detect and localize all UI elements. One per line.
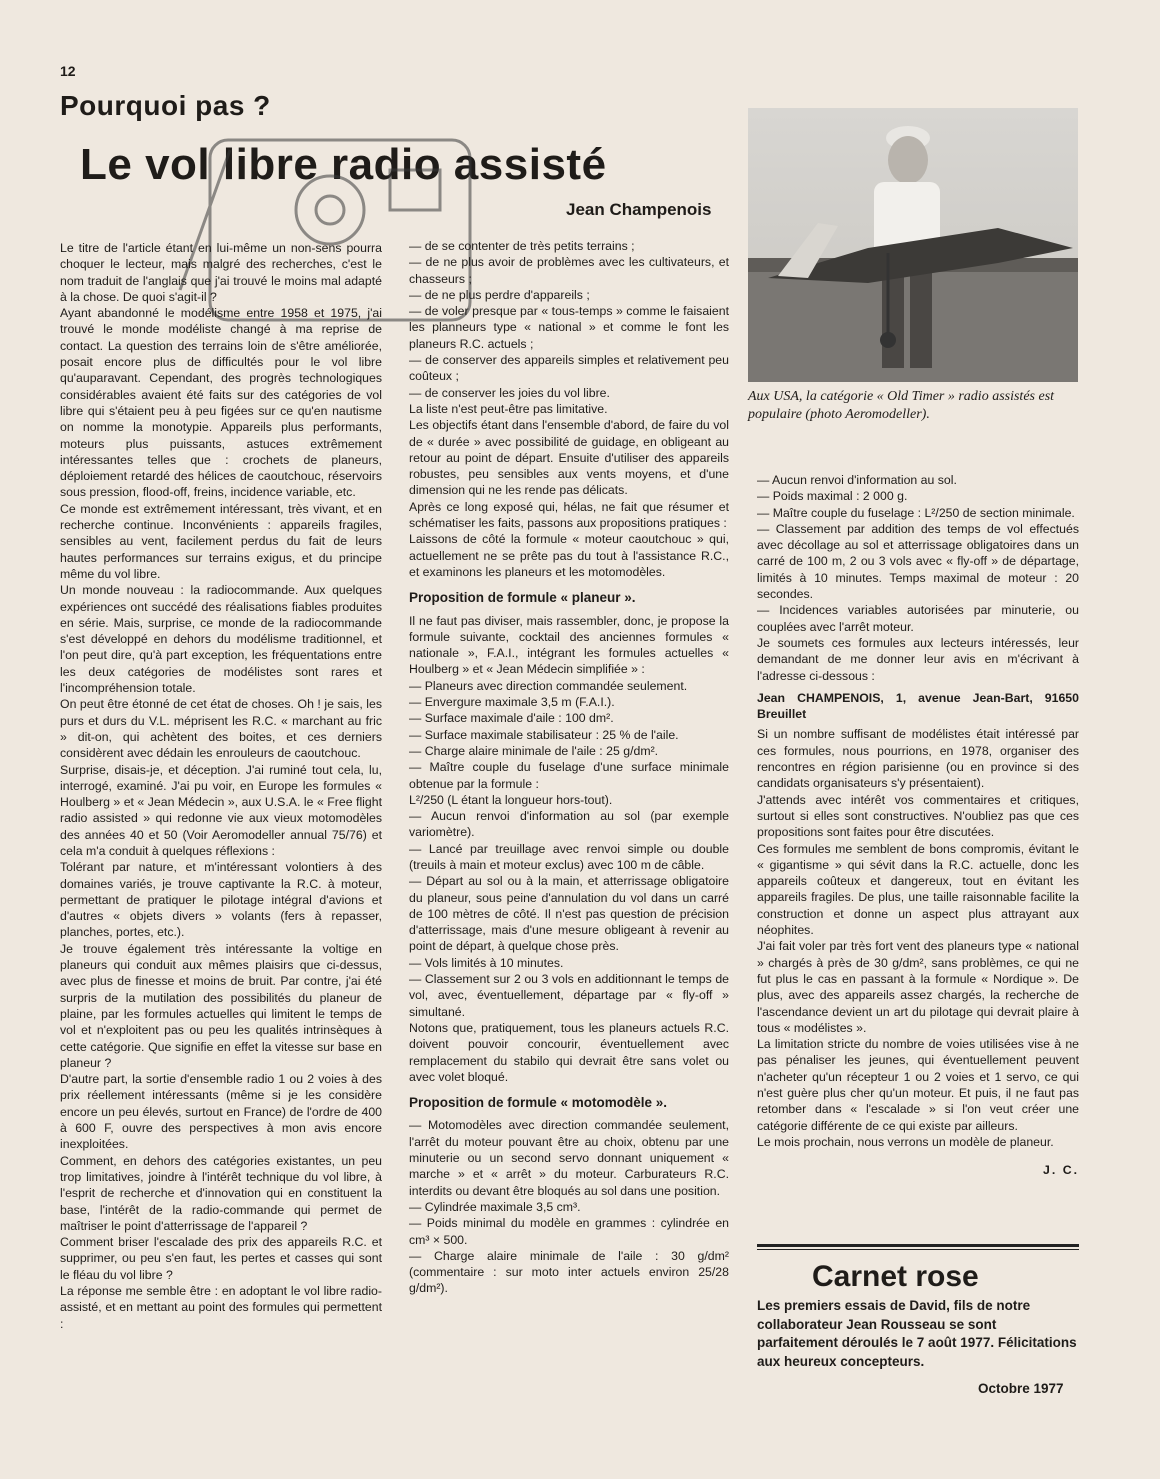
paragraph: Un monde nouveau : la radiocommande. Aux quelques expériences ont succédé des réalisations fiables produites en série. Mais, surprise, ce monde de la radiocommande s'est développé en dehors du modélisme traditionnel, et l'on peut dire, qu'à part exception, les fréquentations entre les deux catégories de modélistes sont rares et l'incompréhension totale. (60, 583, 382, 696)
paragraph: Je soumets ces formules aux lecteurs intéressés, leur demandant de me donner leur avis en m'écrivant à l'adresse ci-dessous : (757, 635, 1079, 683)
paragraph: — Aucun renvoi d'information au sol (par exemple variomètre). (409, 809, 729, 840)
column-2-planeur (409, 613, 729, 1086)
paragraph: — Classement sur 2 ou 3 vols en additionnant le temps de vol, avec, éventuellement, départage par « fly-off » simultané. (409, 972, 729, 1019)
paragraph: — Aucun renvoi d'information au sol. (757, 473, 957, 487)
paragraph: — Charge alaire minimale de l'aile : 30 g/dm² (commentaire : sur moto inter actuels environ 25/28 g/dm²). (409, 1248, 729, 1296)
column-3-end (757, 726, 1079, 1150)
paragraph: — Poids minimal du modèle en grammes : cylindrée en cm³ × 500. (409, 1216, 729, 1247)
paragraph: — Classement par addition des temps de vol effectués avec décollage au sol et atterrissage obligatoires dans un carré de 100 m, 2 ou 3 vols avec « fly-off » de départage, limités à 10 minutes. Temps maximal de moteur : 20 secondes. (757, 521, 1079, 602)
column-1 (60, 240, 382, 1332)
paragraph: — de conserver des appareils simples et relativement peu coûteux ; (409, 353, 729, 384)
paragraph: La liste n'est peut-être pas limitative. (409, 401, 608, 416)
paragraph: Comment, en dehors des catégories existantes, un peu trop limitatives, joindre à l'intérêt technique du vol libre, à l'esprit de recherche et d'innovation qui en constituent la base, l'intérêt de la radio-commande qui permet de maîtriser le point d'atterrissage de l'appareil ? (60, 1153, 382, 1233)
paragraph: Il ne faut pas diviser, mais rassembler, donc, je propose la formule suivante, cocktail des anciennes formules « nationale », F.A.I., intégrant les formules actuelles « Houlberg » et « Jean Médecin simplifiée » : (409, 613, 729, 677)
article-title: Le vol libre radio assisté (80, 140, 607, 189)
paragraph: Le titre de l'article étant en lui-même un non-sens pourra choquer le lecteur, mais malgré des recherches, c'est le nom traduit de l'anglais que j'ai trouvé le moins mal adapté à la chose. De quoi s'agit-il ? (60, 241, 382, 304)
column-2-motomodele (409, 1117, 729, 1296)
paragraph: — de voler presque par « tous-temps » comme le faisaient les planneurs type « national » et comme le font les planeurs R.C. actuels ; (409, 304, 729, 351)
paragraph: — Cylindrée maximale 3,5 cm³. (409, 1199, 581, 1214)
author-address: Jean CHAMPENOIS, 1, avenue Jean-Bart, 91650 Breuillet (757, 690, 1079, 722)
page-number: 12 (60, 63, 76, 79)
article-photo (748, 108, 1078, 382)
section-divider-thin (757, 1249, 1079, 1250)
paragraph: — de se contenter de très petits terrains ; (409, 239, 635, 253)
column-3 (757, 472, 1079, 1178)
article-kicker: Pourquoi pas ? (60, 90, 271, 121)
paragraph: Ayant abandonné le modélisme entre 1958 et 1975, j'ai trouvé le monde modéliste changé à ma reprise de contact. La question des terrains loin de s'être améliorée, posait encore plus de difficultés pour le vol libre qu'auparavant. Cependant, des progrès technologiques considérables avaient été faits sur des catégories de vol libre qui s'étaient peu à peu figées sur ce qu'en nautisme on nomme la monotypie. Appareils plus performants, moteurs plus puissants, astuces extrêmement intéressantes telles que : crochets de planeurs, déploiement retardé des hélices de caoutchouc, réservoirs sous pression, flood-off, freins, incidence variable, etc. (60, 306, 382, 500)
heading-motomodele: Proposition de formule « motomodèle ». (409, 1095, 668, 1111)
paragraph: Le mois prochain, nous verrons un modèle de planeur. (757, 1134, 1054, 1149)
paragraph: J'attends avec intérêt vos commentaires et critiques, surtout si elles sont constructives. N'oubliez pas que ces propositions sont faites pour être discutées. (757, 792, 1079, 840)
paragraph: — Maître couple du fuselage d'une surface minimale obtenue par la formule : (409, 760, 729, 791)
paragraph: — Charge alaire minimale de l'aile : 25 g/dm². (409, 743, 659, 758)
paragraph: Je trouve également très intéressante la voltige en planeurs qui conduit aux mêmes plaisirs que ci-dessus, avec plus de finesse et moins de bruit. Par contre, j'ai été surpris de la mutilation des possibilités du planeur de plaine, par les formules actuelles qui limitent le temps de vol et n'exploitent pas ou peu les qualités intrinsèques à cette catégorie. Que signifie en effet la vitesse sur base en planeur ? (60, 941, 382, 1070)
paragraph: — Motomodèles avec direction commandée seulement, l'arrêt du moteur pouvant être au choix, obtenu par une minuterie ou un second servo donnant uniquement « marche » et « arrêt » du moteur. Carburateurs R.C. interdits ou devant être bloqués au sol dans une position. (409, 1118, 729, 1198)
paragraph: Surprise, disais-je, et déception. J'ai ruminé tout cela, lu, interrogé, examiné. J'ai pu voir, en Europe les formules « Houlberg » et « Jean Médecin », aux U.S.A. le « Free flight radio assisted » qui redonne vie aux vieux motomodèles des années 40 et 50 (Voir Aeromodeller annual 75/76) et cela m'a conduit à quelques réflexions : (60, 762, 382, 858)
paragraph: — Envergure maximale 3,5 m (F.A.I.). (409, 695, 615, 710)
paragraph: L²/250 (L étant la longueur hors-tout). (409, 792, 613, 807)
paragraph: La limitation stricte du nombre de voies utilisées vise à ne pas pénaliser les jeunes, qui éventuellement peuvent n'acheter qu'un récepteur 1 ou 2 voies et 1 servo, ce qui n'est guère plus cher qu'un moteur. Et puis, il ne faut pas retomber dans « l'escalade » si l'on veut créer une catégorie différente de ce qui existe par ailleurs. (757, 1037, 1079, 1133)
column-3-start (757, 472, 1079, 684)
paragraph: Si un nombre suffisant de modélistes était intéressé par ces formules, nous pourrions, en 1978, organiser des rencontres en région parisienne (ou en province si des candidats organisateurs s'y présentaient). (757, 727, 1079, 791)
paragraph: — Incidences variables autorisées par minuterie, ou couplées avec l'arrêt moteur. (757, 603, 1079, 634)
carnet-rose-text: Les premiers essais de David, fils de notre collaborateur Jean Rousseau se sont parfaitement déroulés le 7 août 1977. Félicitations aux heureux concepteurs. (757, 1298, 1077, 1369)
paragraph: — Planeurs avec direction commandée seulement. (409, 678, 688, 693)
paragraph: Ce monde est extrêmement intéressant, très vivant, et en recherche continue. Inconvénients : appareils fragiles, sensibles au vent, facilement perdus du fait de leurs hautes performances sur terrains exigus, et du principe même du vol libre. (60, 501, 382, 581)
paragraph: On peut être étonné de cet état de choses. Oh ! je sais, les purs et durs du V.L. méprisent les R.C. « marchant au fric » dit-on, qui achètent des boites, et ces derniers considèrent avec dédain les enrouleurs de caoutchouc. (60, 697, 382, 761)
carnet-rose-title: Carnet rose (812, 1260, 979, 1293)
section-divider (757, 1244, 1079, 1247)
paragraph: D'autre part, la sortie d'ensemble radio 1 ou 2 voies à des prix réellement intéressants (même si je les considère encore un peu élevés, surtout en France) de l'ordre de 400 à 600 F, ouvre des perspectives à mon avis encore inexploitées. (60, 1072, 382, 1152)
paragraph: — de ne plus avoir de problèmes avec les cultivateurs, et chasseurs ; (409, 255, 729, 286)
issue-date: Octobre 1977 (978, 1381, 1064, 1396)
article-author: Jean Champenois (566, 200, 712, 219)
paragraph: — de ne plus perdre d'appareils ; (409, 287, 590, 302)
paragraph: — Lancé par treuillage avec renvoi simple ou double (treuils à main et moteur exclus) avec 100 m de câble. (409, 841, 729, 872)
paragraph: J'ai fait voler par très fort vent des planeurs type « national » chargés à près de 30 g/dm², sans problèmes, ce qui ne fut plus le cas en passant à la formule « Nordique ». De plus, avec des appareils assez chargés, la recherche de l'ascendance devient un art du pilotage qui devrait plaire à tous « modélistes ». (757, 939, 1079, 1035)
paragraph: — Vols limités à 10 minutes. (409, 955, 564, 970)
paragraph: — Surface maximale stabilisateur : 25 % de l'aile. (409, 727, 679, 742)
paragraph: Notons que, pratiquement, tous les planeurs actuels R.C. doivent pouvoir concourir, éventuellement avec remplacement du stabilo qui devrait être sans volet ou avec volet bloqué. (409, 1020, 729, 1084)
paragraph: — Maître couple du fuselage : L²/250 de section minimale. (757, 505, 1075, 520)
paragraph: — de conserver les joies du vol libre. (409, 385, 610, 400)
signature: J. C. (1043, 1163, 1079, 1178)
paragraph: — Départ au sol ou à la main, et atterrissage obligatoire du planeur, sous peine d'annulation du vol dans un carré de 100 mètres de côté. Il n'est pas question de précision d'atterrissage, mais d'une mesure obligeant à revenir au point de départ, à quelque chose près. (409, 874, 729, 954)
column-2 (409, 238, 729, 1297)
paragraph: — Poids maximal : 2 000 g. (757, 489, 908, 504)
column-2-intro (409, 238, 729, 580)
paragraph: Comment briser l'escalade des prix des appareils R.C. et supprimer, ou peu s'en faut, les pertes et casses qui sont le fléau du vol libre ? (60, 1235, 382, 1282)
paragraph: La réponse me semble être : en adoptant le vol libre radio-assisté, et en mettant au point des formules qui permettent : (60, 1284, 382, 1331)
paragraph: Après ce long exposé qui, hélas, ne fait que résumer et schématiser les faits, passons aux propositions pratiques : (409, 499, 729, 531)
paragraph: — Surface maximale d'aile : 100 dm². (409, 711, 614, 726)
paragraph: Les objectifs étant dans l'ensemble d'abord, de faire du vol de « durée » avec possibilité de guidage, en obligeant au retour au point de départ. Ensuite d'utiliser des appareils robustes, peu sensibles aux vents moyens, et d'une dimension qui ne les rende pas délicats. (409, 418, 729, 498)
photo-illustration (748, 108, 1078, 382)
photo-caption: Aux USA, la catégorie « Old Timer » radio assistés est populaire (photo Aeromodeller). (748, 389, 1055, 422)
paragraph: Laissons de côté la formule « moteur caoutchouc » qui, actuellement ne se prête pas du tout à l'assistance R.C., et examinons les planeurs et les motomodèles. (409, 532, 729, 579)
heading-planeur: Proposition de formule « planeur ». (409, 590, 636, 606)
paragraph: Ces formules me semblent de bons compromis, évitant le « gigantisme » qui sévit dans la R.C. actuelle, donc les appareils coûteux et dangereux, tout en évitant les appareils fragiles. De plus, une taille raisonnable facilite la construction et donne un aspect plus attrayant aux néophites. (757, 841, 1079, 938)
paragraph: Tolérant par nature, et m'intéressant volontiers à des domaines variés, je trouve captivante la R.C. à moteur, permettant de pratiquer le pilotage intégral d'avions et d'autres « objets divers » volants (fers à repasser, planches, portes, etc.). (60, 860, 382, 940)
